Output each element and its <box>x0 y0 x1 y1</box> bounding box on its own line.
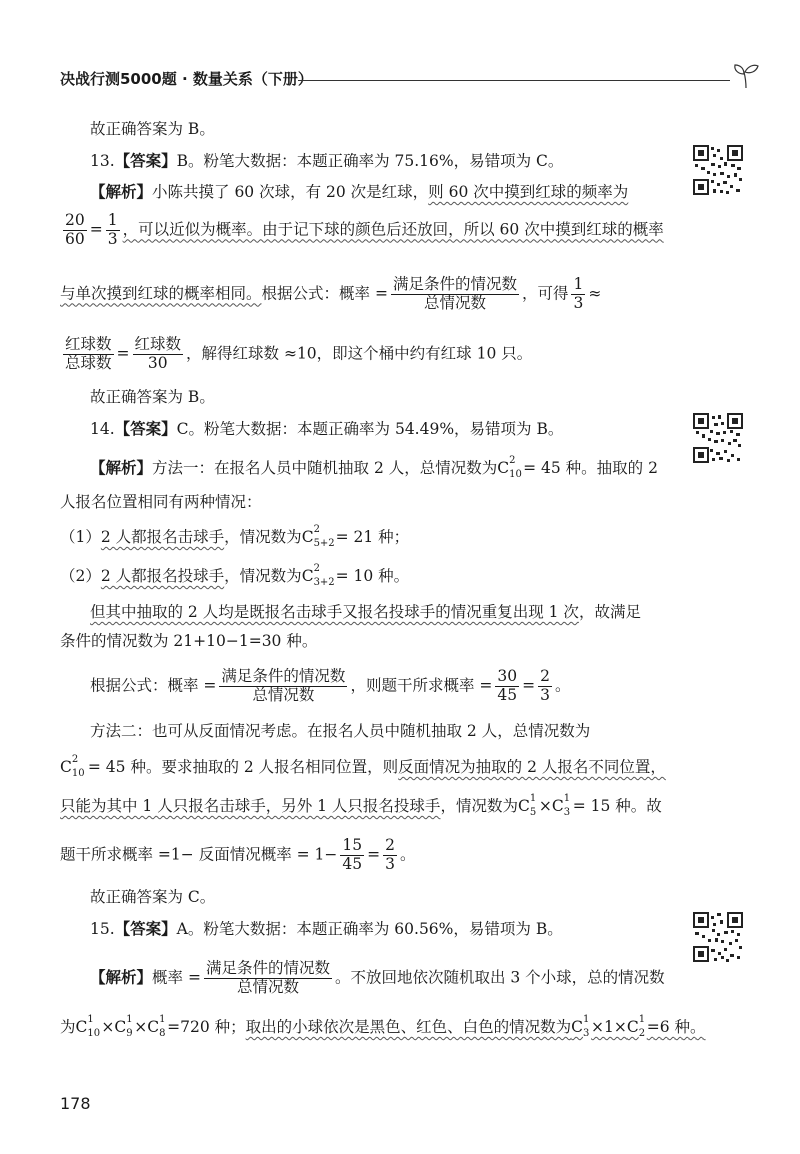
q13-explanation-line2: $\frac{20}{60}$ = $\frac{1}{3}$ ，可以近似为概率。由于记下球的颜色后还放回，所以 60 次中摸到红球的概率 <box>65 211 664 248</box>
q14-explanation-line9: C 2 10 = 45 种。要求抽取的 2 人报名相同位置，则反面情况为抽取的 2 人报名不同位置， <box>60 754 666 779</box>
combination-index: 2 3+2 <box>313 563 335 588</box>
q13-exp-underlined: 则 60 次中摸到红球的频率为 <box>428 183 629 201</box>
q14-explanation-line7: 根据公式：概率 = $\frac{\text{满足条件的情况数}}{\text{总情况数}}$ ，则题干所求概率 = $\frac{30}{45}$ = $\frac{2}{3}$ 。 <box>90 667 571 704</box>
q15-answer-line: 15.【答案】A。粉笔大数据：本题正确率为 60.56%，易错项为 B。 <box>90 920 563 938</box>
fraction: $\frac{\text{满足条件的情况数}}{\text{总情况数}}$ <box>221 667 346 704</box>
combination-index: 1 8 <box>159 1014 166 1039</box>
fraction: $\frac{\text{满足条件的情况数}}{\text{总情况数}}$ <box>205 959 330 996</box>
qr-code-icon[interactable] <box>693 413 743 463</box>
fraction: $\frac{\text{红球数}}{\text{总球数}}$ <box>65 335 112 372</box>
explanation-tag: 【解析】 <box>90 183 153 201</box>
q14-answer-line: 14.【答案】C。粉笔大数据：本题正确率为 54.49%，易错项为 B。 <box>90 420 564 438</box>
combination-index: 1 3 <box>563 793 571 818</box>
combination-index: 2 10 <box>509 455 522 480</box>
q14-explanation-line5: 但其中抽取的 2 人均是既报名击球手又报名投球手的情况重复出现 1 次，故满足 <box>90 603 641 621</box>
conclusion-line: 故正确答案为 B。 <box>90 120 215 138</box>
q13-explanation-line3: 与单次摸到红球的概率相同。根据公式：概率 = $\frac{\text{满足条件的情况数}}{\text{总情况数}}$ ，可得 $\frac{1}{3}$ ≈ <box>60 275 602 312</box>
q13-answer-line <box>90 150 563 172</box>
q14-case2: （2）2 人都报名投球手，情况数为C 2 3+2 = 10 种。 <box>60 563 410 588</box>
qr-code-icon[interactable] <box>693 145 743 195</box>
q14-explanation-line1: 【解析】方法一：在报名人员中随机抽取 2 人，总情况数为C 2 10 = 45 种。抽取的 2 <box>90 455 658 480</box>
q14-explanation-line2: 人报名位置相同有两种情况： <box>60 493 262 511</box>
page-number: 178 <box>60 1094 91 1113</box>
answer-tag: 【答案】 <box>114 152 177 170</box>
fraction: $\frac{2}{3}$ <box>540 667 550 704</box>
fraction: $\frac{20}{60}$ <box>65 211 85 248</box>
combination-index: 1 9 <box>126 1014 133 1039</box>
q13-explanation-line1 <box>90 181 628 203</box>
fraction: $\frac{\text{满足条件的情况数}}{\text{总情况数}}$ <box>392 275 517 312</box>
q13-exp-text: 小陈共摸了 60 次球，有 20 次是红球， <box>152 183 429 201</box>
q14-explanation-line6: 条件的情况数为 21+10−1=30 种。 <box>60 632 318 650</box>
sprout-icon <box>732 62 760 88</box>
header-rule <box>298 80 730 81</box>
combination-index: 1 5 <box>529 793 537 818</box>
running-header <box>60 62 760 92</box>
book-title: 决战行测5000题 · 数量关系（下册） <box>60 70 313 88</box>
fraction: $\frac{30}{45}$ <box>497 667 518 704</box>
q14-explanation-line10: 只能为其中 1 人只报名击球手，另外 1 人只报名投球手，情况数为C 1 5 ×C 1 3 = 15 种。故 <box>60 793 662 818</box>
fraction: $\frac{1}{3}$ <box>107 211 118 248</box>
q14-case1: （1）2 人都报名击球手，情况数为C 2 5+2 = 21 种； <box>60 524 410 549</box>
q13-answer-text: B。粉笔大数据：本题正确率为 75.16%，易错项为 C。 <box>176 152 564 170</box>
combination-index: 1 2 <box>638 1014 646 1039</box>
q15-explanation-line2: 为C 1 10 ×C 1 9 ×C 1 8 =720 种；取出的小球依次是黑色、红色、白色的情况数为C 1 3 ×1×C 1 2 =6 种。 <box>60 1014 706 1039</box>
combination-index: 2 10 <box>71 754 85 779</box>
q14-explanation-line8: 方法二：也可从反面情况考虑。在报名人员中随机抽取 2 人，总情况数为 <box>90 722 591 740</box>
qr-code-icon[interactable] <box>693 912 743 962</box>
fraction: $\frac{15}{45}$ <box>342 836 363 873</box>
q13-number: 13. <box>90 152 115 170</box>
q15-explanation-line1: 【解析】概率 = $\frac{\text{满足条件的情况数}}{\text{总情况数}}$ 。不放回地依次随机取出 3 个小球，总的情况数 <box>90 959 665 996</box>
combination-index: 2 5+2 <box>313 524 335 549</box>
fraction: $\frac{1}{3}$ <box>573 275 584 312</box>
combination-index: 1 10 <box>87 1014 101 1039</box>
q14-explanation-line11: 题干所求概率 =1− 反面情况概率 = 1− $\frac{15}{45}$ = $\frac{2}{3}$ 。 <box>60 836 416 873</box>
conclusion-line: 故正确答案为 B。 <box>90 388 215 406</box>
q13-line3-text: ，可以近似为概率。由于记下球的颜色后还放回，所以 60 次中摸到红球的概率 <box>122 220 664 239</box>
fraction: $\frac{2}{3}$ <box>385 836 395 873</box>
combination-index: 1 3 <box>583 1014 590 1039</box>
q13-explanation-line4: $\frac{\text{红球数}}{\text{总球数}}$ = $\frac{\text{红球数}}{30}$ ，解得红球数 ≈10，即这个桶中约有红球 10 只。 <box>65 335 533 372</box>
conclusion-line: 故正确答案为 C。 <box>90 888 216 906</box>
fraction: $\frac{\text{红球数}}{30}$ <box>134 335 182 372</box>
